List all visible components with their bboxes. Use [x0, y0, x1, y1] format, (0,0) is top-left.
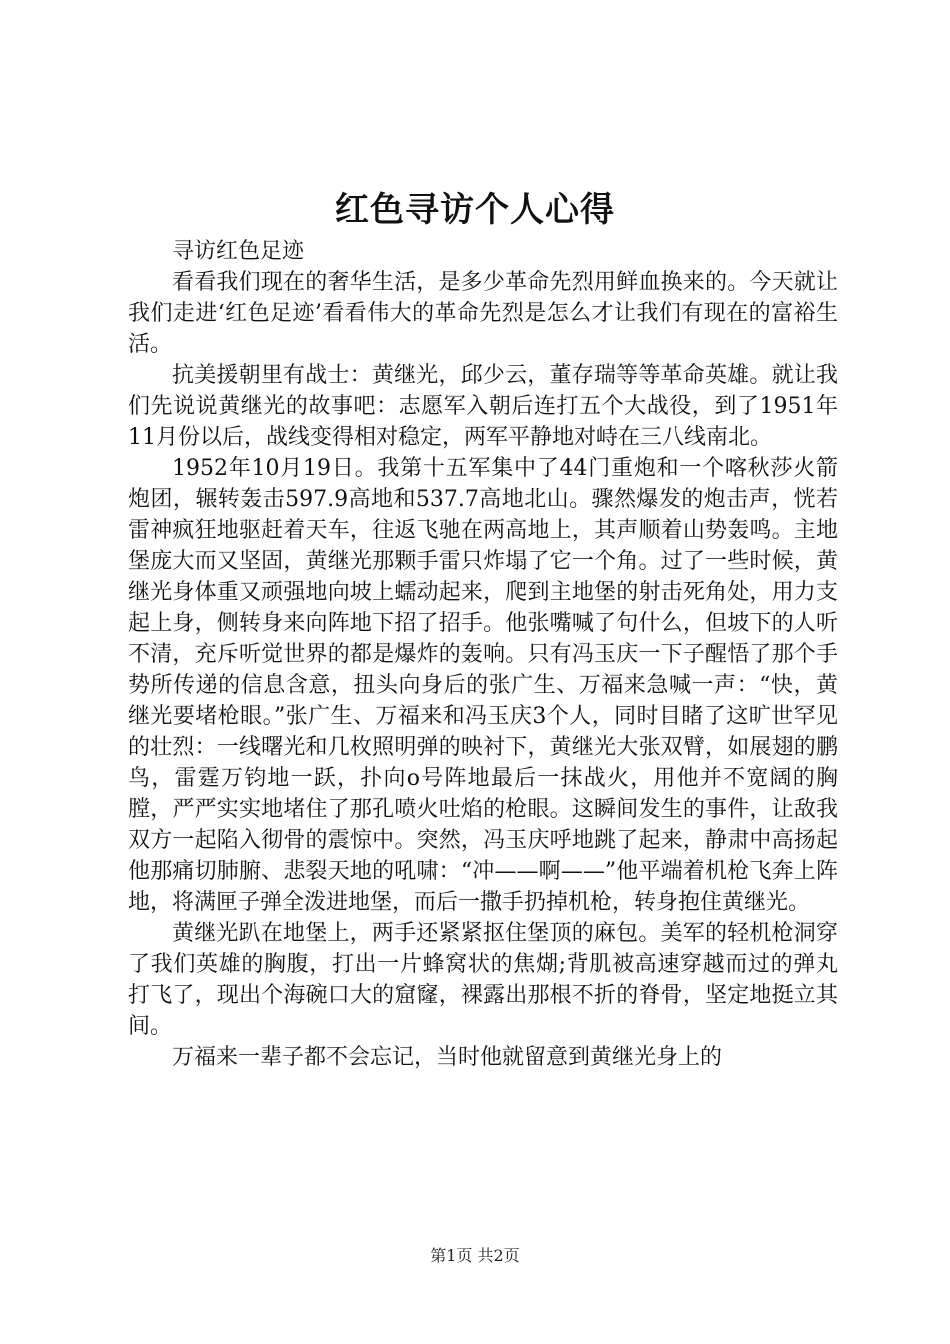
paragraph: 黄继光趴在地堡上，两手还紧紧抠住堡顶的麻包。美军的轻机枪洞穿了我们英雄的胸腹，打出一片蜂窝状的焦煳;背肌被高速穿越而过的弹丸打飞了，现出个海碗口大的窟窿，裸露出那根不折的脊骨，坚定地挺立其间。 — [128, 921, 838, 1039]
paragraph: 1952年10月19日。我第十五军集中了44门重炮和一个喀秋莎火箭炮团，辗转轰击597.9高地和537.7高地北山。骤然爆发的炮击声，恍若雷神疯狂地驱赶着天车，往返飞驰在两高地上，其声顺着山势轰鸣。主地堡庞大而又坚固，黄继光那颗手雷只炸塌了它一个角。过了一些时候，黄继光身体重又顽强地向坡上蠕动起来，爬到主地堡的射击死角处，用力支起上身，侧转身来向阵地下招了招手。他张嘴喊了句什么，但坡下的人听不清，充斥听觉世界的都是爆炸的轰响。只有冯玉庆一下子醒悟了那个手势所传递的信息含意，扭头向身后的张广生、万福来急喊一声：“快，黄继光要堵枪眼。”张广生、万福来和冯玉庆3个人，同时目睹了这旷世罕见的壮烈：一线曙光和几枚照明弹的映衬下，黄继光大张双臂，如展翅的鹏鸟，雷霆万钧地一跃，扑向o号阵地最后一抹战火，用他并不宽阔的胸膛，严严实实地堵住了那孔喷火吐焰的枪眼。这瞬间发生的事件，让敌我双方一起陷入彻骨的震惊中。突然，冯玉庆呼地跳了起来，静肃中高扬起他那痛切肺腑、悲裂天地的吼啸：“冲——啊——”他平端着机枪飞奔上阵地，将满匣子弹全泼进地堡，而后一撒手扔掉机枪，转身抱住黄继光。 — [128, 456, 838, 915]
paragraph: 抗美援朝里有战士：黄继光，邱少云，董存瑞等等革命英雄。就让我们先说说黄继光的故事吧：志愿军入朝后连打五个大战役，到了1951年11月份以后，战线变得相对稳定，两军平静地对峙在三八线南北。 — [128, 363, 838, 450]
page-footer: 第1页 共2页 — [430, 1246, 520, 1265]
paragraph: 寻访红色足迹 — [172, 239, 305, 264]
document-body — [128, 236, 838, 1073]
paragraph: 看看我们现在的奢华生活，是多少革命先烈用鲜血换来的。今天就让我们走进‘红色足迹’看看伟大的革命先烈是怎么才让我们有现在的富裕生活。 — [128, 270, 838, 357]
paragraph: 万福来一辈子都不会忘记，当时他就留意到黄继光身上的 — [172, 1045, 723, 1070]
document-title: 红色寻访个人心得 — [335, 190, 615, 230]
